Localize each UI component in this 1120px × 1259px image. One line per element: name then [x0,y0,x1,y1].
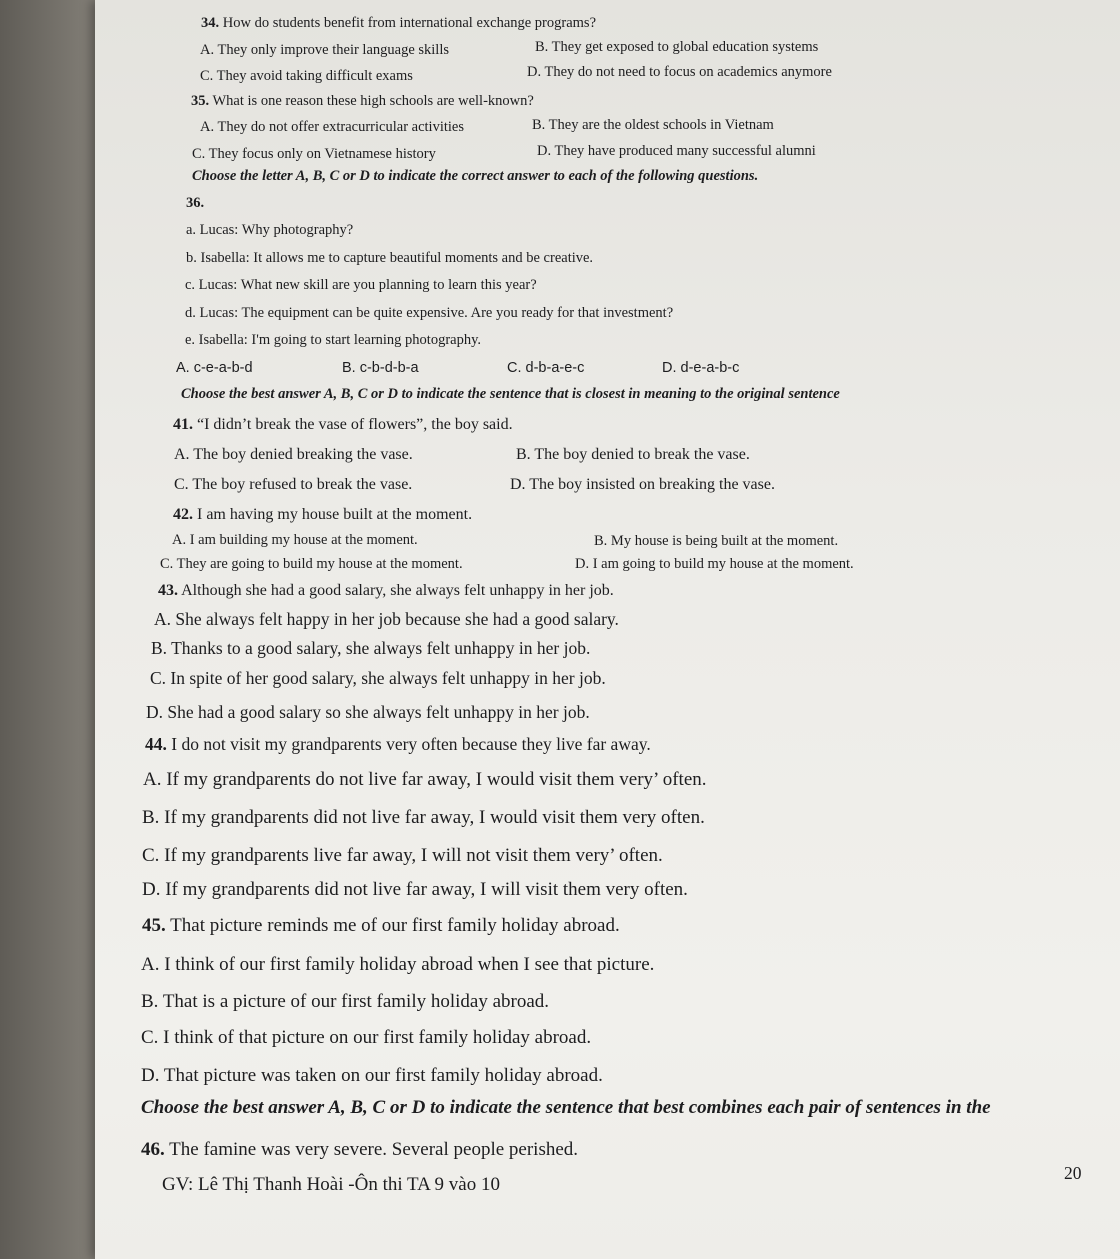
q45-option-c: C. I think of that picture on our first family holiday abroad. [141,1027,592,1048]
q41-option-c: C. The boy refused to break the vase. [174,476,413,493]
q44-option-c: C. If my grandparents live far away, I will not visit them very’ often. [142,845,663,866]
q41-option-d: D. The boy insisted on breaking the vase. [510,476,775,493]
q44-option-d: D. If my grandparents did not live far away, I will visit them very often. [142,879,688,900]
question-text: I do not visit my grandparents very often because they live far away. [171,734,651,754]
q43-option-c: C. In spite of her good salary, she always felt unhappy in her job. [150,668,606,688]
q42-option-c: C. They are going to build my house at the moment. [160,556,463,572]
question-43 [158,583,614,599]
question-36-number: 36. [186,195,205,211]
question-text: That picture reminds me of our first family holiday abroad. [170,915,620,936]
worksheet-page [95,0,1120,1259]
q34-option-a: A. They only improve their language skills [200,42,450,58]
footer-teacher: GV: Lê Thị Thanh Hoài -Ôn thi TA 9 vào 10 [162,1174,500,1195]
question-number: 42. [173,506,193,523]
q45-option-d: D. That picture was taken on our first family holiday abroad. [141,1065,603,1086]
question-number: 45. [142,915,166,936]
question-number: 46. [141,1139,165,1160]
q45-option-a: A. I think of our first family holiday abroad when I see that picture. [141,954,655,975]
dialogue-line-d: d. Lucas: The equipment can be quite expensive. Are you ready for that investment? [185,305,674,321]
instruction-arrange: Choose the letter A, B, C or D to indicate the correct answer to each of the following questions. [192,168,759,184]
q43-option-a: A. She always felt happy in her job because she had a good salary. [154,609,619,629]
q34-option-c: C. They avoid taking difficult exams [200,68,413,84]
question-35 [191,94,534,109]
q42-option-b: B. My house is being built at the moment. [594,533,839,549]
dialogue-line-e: e. Isabella: I'm going to start learning photography. [185,332,482,348]
q35-option-a: A. They do not offer extracurricular activities [200,119,464,135]
q34-option-b: B. They get exposed to global education systems [535,39,819,55]
dialogue-line-b: b. Isabella: It allows me to capture beautiful moments and be creative. [186,250,594,266]
page-number: 20 [1064,1163,1082,1183]
q42-option-d: D. I am going to build my house at the moment. [575,556,854,572]
q43-option-d: D. She had a good salary so she always felt unhappy in her job. [146,702,590,722]
q35-option-c: C. They focus only on Vietnamese history [192,146,436,162]
q36-option-c: C. d-b-a-e-c [507,360,585,376]
question-46 [141,1140,578,1159]
question-number: 43. [158,582,178,599]
q45-option-b: B. That is a picture of our first family holiday abroad. [141,991,550,1012]
question-41 [173,417,513,433]
dialogue-line-c: c. Lucas: What new skill are you planning to learn this year? [185,277,537,293]
question-44 [145,736,651,754]
q36-option-d: D. d-e-a-b-c [662,360,740,376]
question-text: What is one reason these high schools are well-known? [212,93,534,109]
question-number: 44. [145,734,167,754]
q35-option-d: D. They have produced many successful alumni [537,143,816,159]
question-text: I am having my house built at the moment. [197,506,473,523]
question-34 [201,16,596,31]
question-text: The famine was very severe. Several people perished. [169,1139,579,1160]
q44-option-a: A. If my grandparents do not live far away, I would visit them very’ often. [143,769,707,790]
q35-option-b: B. They are the oldest schools in Vietnam [532,117,774,133]
instruction-closest-meaning: Choose the best answer A, B, C or D to indicate the sentence that is closest in meaning to the original sentence [181,386,840,402]
q36-option-a: A. c-e-a-b-d [176,360,253,376]
instruction-combine-sentences: Choose the best answer A, B, C or D to indicate the sentence that best combines each pair of sentences in the [141,1097,991,1118]
question-text: How do students benefit from international exchange programs? [222,15,597,31]
dialogue-line-a: a. Lucas: Why photography? [186,222,354,238]
question-text: “I didn’t break the vase of flowers”, the boy said. [197,416,513,433]
q43-option-b: B. Thanks to a good salary, she always felt unhappy in her job. [151,638,591,658]
question-42 [173,507,472,523]
question-number: 41. [173,416,193,433]
question-text: Although she had a good salary, she always felt unhappy in her job. [181,582,614,599]
question-number: 34. [201,15,220,31]
q34-option-d: D. They do not need to focus on academics anymore [527,64,832,80]
q36-option-b: B. c-b-d-b-a [342,360,419,376]
question-number: 35. [191,93,210,109]
q44-option-b: B. If my grandparents did not live far away, I would visit them very often. [142,807,705,828]
q41-option-b: B. The boy denied to break the vase. [516,446,750,463]
q41-option-a: A. The boy denied breaking the vase. [174,446,413,463]
q42-option-a: A. I am building my house at the moment. [172,532,418,548]
question-45 [142,916,620,935]
